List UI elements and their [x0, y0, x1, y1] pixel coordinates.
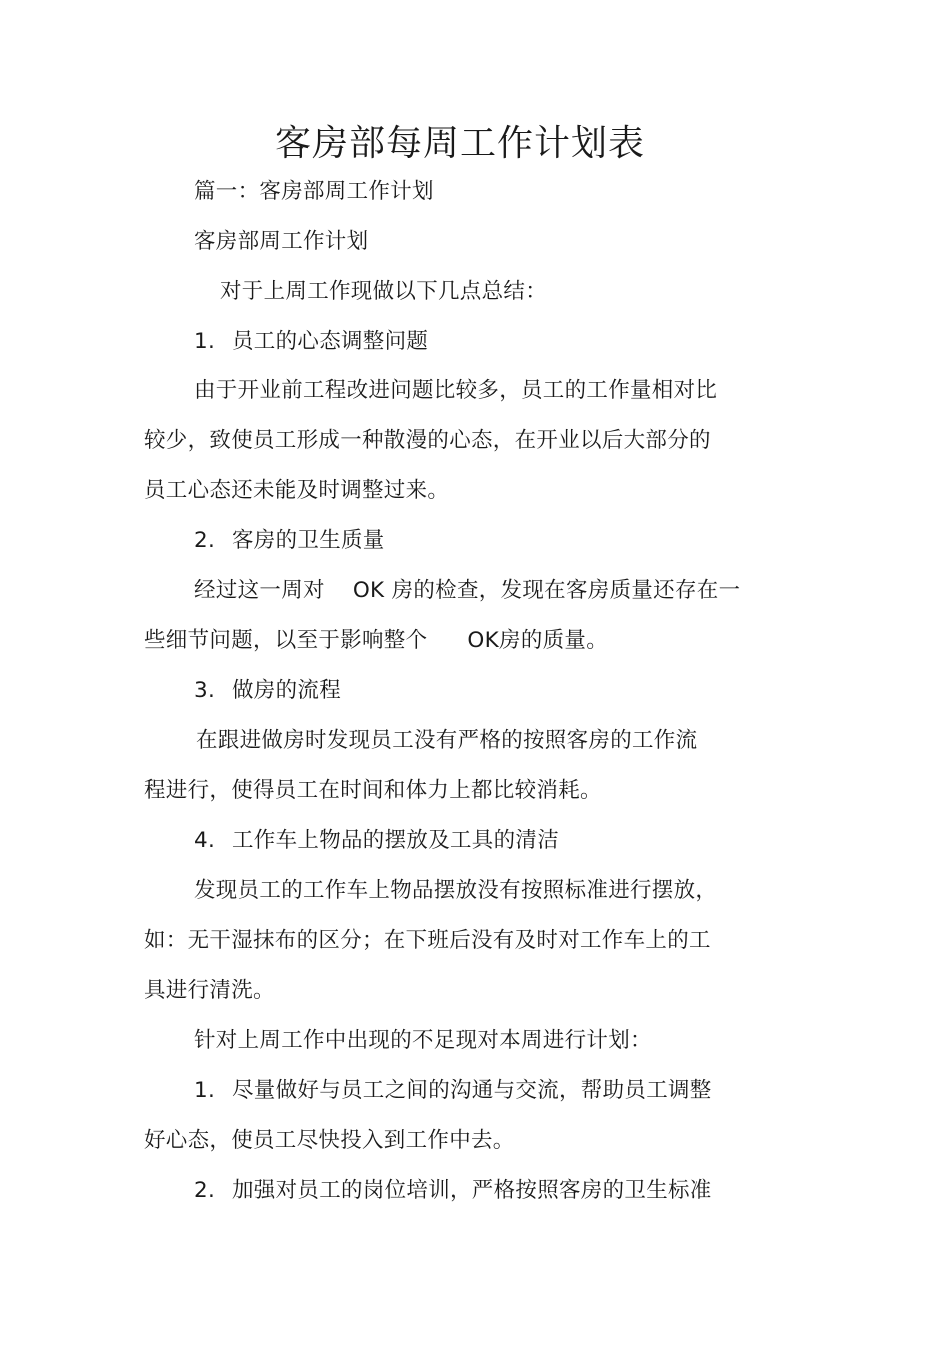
paragraph-line: 员工心态还未能及时调整过来。	[144, 478, 450, 503]
item-heading-text: 客房的卫生质量	[232, 528, 385, 553]
plan-item-line	[194, 1176, 712, 1206]
paragraph-line: 程进行，使得员工在时间和体力上都比较消耗。	[144, 778, 602, 803]
paragraph-line: 由于开业前工程改进问题比较多，员工的工作量相对比	[194, 378, 718, 403]
paragraph-fragment: OK房的质量。	[467, 628, 609, 653]
summary-item-heading	[194, 826, 559, 856]
paragraph-line: 具进行清洗。	[144, 978, 275, 1003]
paragraph-fragment: 经过这一周对	[194, 578, 325, 603]
summary-item-heading	[194, 676, 341, 706]
plan-item-text: 加强对员工的岗位培训，严格按照客房的卫生标准	[232, 1178, 712, 1203]
item-heading-text: 员工的心态调整问题	[232, 329, 429, 354]
item-number: 1.	[194, 1078, 216, 1103]
summary-item-heading	[194, 526, 385, 556]
paragraph-line: 在跟进做房时发现员工没有严格的按照客房的工作流	[196, 728, 698, 753]
summary-intro: 对于上周工作现做以下几点总结：	[220, 279, 548, 304]
item-number: 1.	[194, 329, 216, 354]
paragraph-line	[144, 626, 608, 656]
item-heading-text: 做房的流程	[232, 678, 342, 703]
paragraph-line: 如：无干湿抹布的区分；在下班后没有及时对工作车上的工	[144, 928, 711, 953]
paragraph-fragment: OK 房的检查，发现在客房质量还存在一	[352, 578, 741, 603]
plan-item-line	[194, 1076, 712, 1106]
document-title: 客房部每周工作计划表	[274, 123, 645, 164]
item-number: 2.	[194, 528, 216, 553]
item-number: 2.	[194, 1178, 216, 1203]
plan-intro: 针对上周工作中出现的不足现对本周进行计划：	[194, 1028, 652, 1053]
section-heading: 篇一：客房部周工作计划	[194, 179, 434, 204]
paragraph-fragment: 些细节问题，以至于影响整个	[144, 628, 428, 653]
item-number: 4.	[194, 828, 216, 853]
plan-item-text: 尽量做好与员工之间的沟通与交流，帮助员工调整	[232, 1078, 712, 1103]
item-heading-text: 工作车上物品的摆放及工具的清洁	[232, 828, 560, 853]
paragraph-line: 发现员工的工作车上物品摆放没有按照标准进行摆放，	[194, 878, 718, 903]
summary-item-heading	[194, 327, 428, 357]
paragraph-line	[194, 576, 740, 606]
item-number: 3.	[194, 678, 216, 703]
paragraph-line: 较少，致使员工形成一种散漫的心态，在开业以后大部分的	[144, 428, 711, 453]
subheading: 客房部周工作计划	[194, 229, 369, 254]
paragraph-line: 好心态，使员工尽快投入到工作中去。	[144, 1128, 515, 1153]
